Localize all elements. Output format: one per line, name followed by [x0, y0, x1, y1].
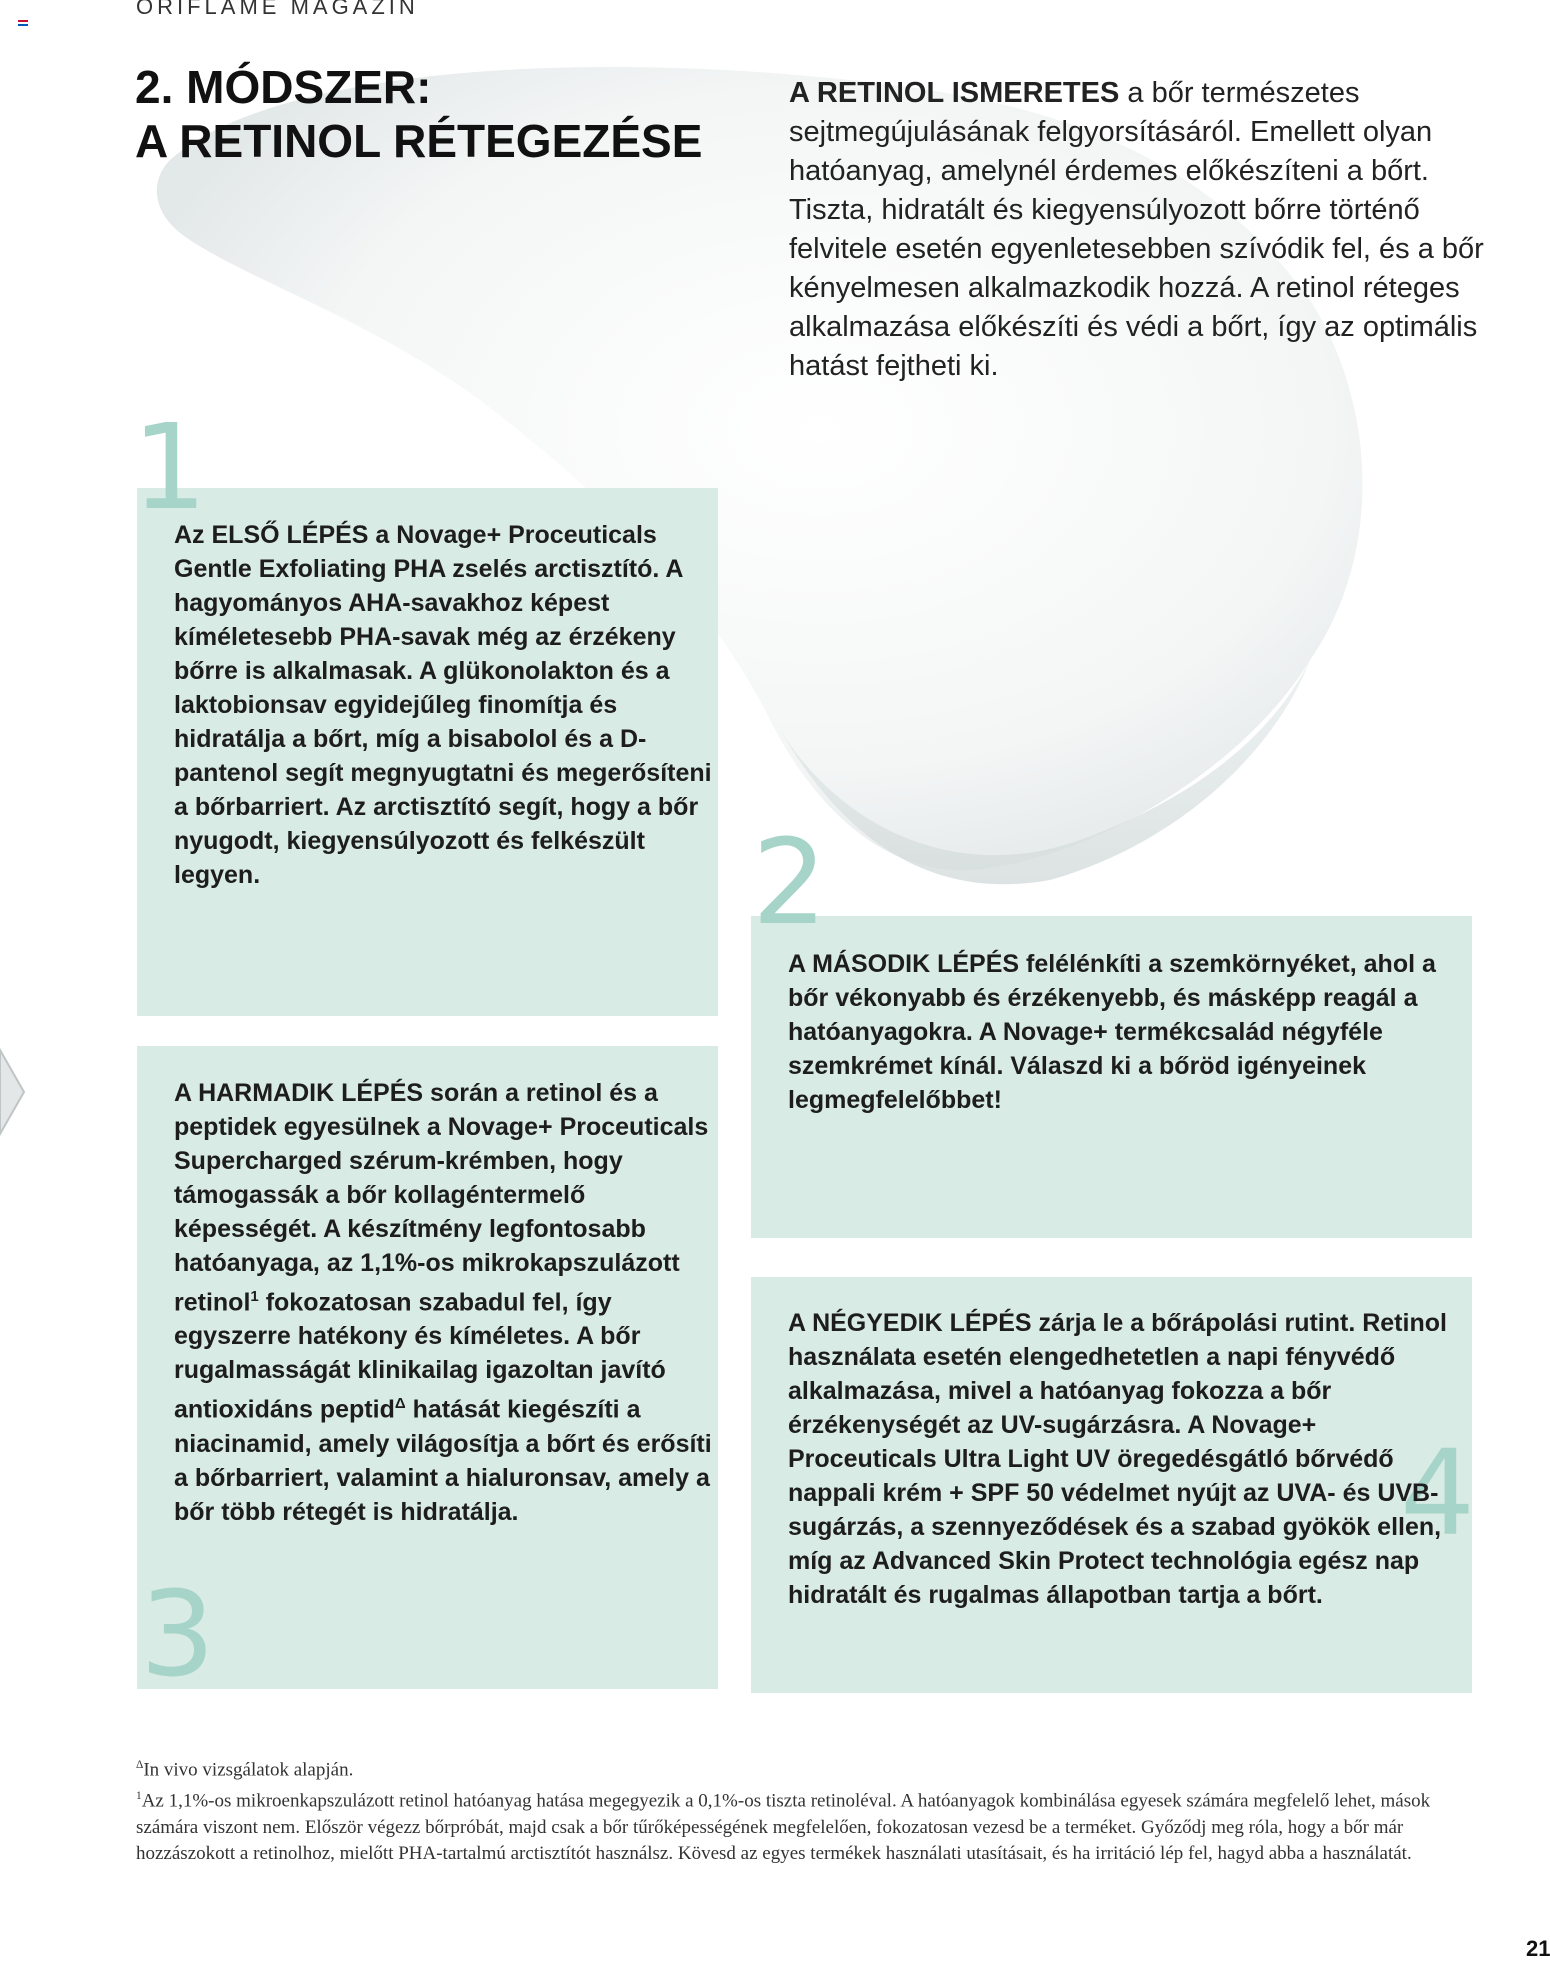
step-4-lead: A NÉGYEDIK LÉPÉS: [788, 1309, 1032, 1337]
step-3-text: [174, 1076, 714, 1529]
step-3-number: 3: [140, 1565, 216, 1703]
footnote-ref-delta: Δ: [394, 1395, 406, 1413]
intro-paragraph: [789, 74, 1489, 386]
footnote-1-mark: 1: [136, 1790, 142, 1803]
headline-line-2: A RETINOL RÉTEGEZÉSE: [135, 115, 703, 167]
step-3-body-c: hatását kiegészíti a niacinamid, amely világosítja a bőrt és erősíti a bőrbarriert, valamint a hialuronsav, amely a bőr több rétegét is hidratálja.: [174, 1395, 712, 1526]
footnote-delta: [136, 1752, 1476, 1783]
footnote-1: [136, 1783, 1476, 1866]
headline-line-1: 2. MÓDSZER:: [135, 61, 432, 113]
page-number: 21: [1526, 1936, 1550, 1961]
step-3-body-b: fokozatosan szabadul fel, így egyszerre hatékony és kíméletes. A bőr rugalmasságát klinikailag igazoltan javító antioxidáns peptid: [174, 1288, 666, 1424]
step-2-text: [788, 947, 1468, 1117]
step-1-text: [174, 518, 714, 892]
footnote-delta-mark: Δ: [136, 1759, 144, 1771]
intro-text: a bőr természetes sejtmegújulásának felgyorsításáról. Emellett olyan hatóanyag, amelynél érdemes előkészíteni a bőrt. Tiszta, hidratált és kiegyensúlyozott bőrre történő felvitele esetén egyenletesebben szívódik fel, és a bőr kényelmesen alkalmazkodik hozzá. A retinol réteges alkalmazása előkészíti és védi a bőrt, így az optimális hatást fejtheti ki.: [789, 77, 1484, 382]
step-4-text: [788, 1306, 1468, 1612]
step-1-body: a Novage+ Proceuticals Gentle Exfoliating PHA zselés arctisztító. A hagyományos AHA-savakhoz képest kíméletesebb PHA-savak még az érzékeny bőrre is alkalmasak. A glükonolakton és a laktobionsav egyidejűleg finomítja és hidratálja a bőrt, míg a bisabolol és a D-pantenol segít megnyugtatni és megerősíteni a bőrbarriert. Az arctisztító segít, hogy a bőr nyugodt, kiegyensúlyozott és felkészült legyen.: [174, 521, 712, 889]
step-1-number: 1: [132, 398, 208, 536]
footnote-delta-text: In vivo vizsgálatok alapján.: [143, 1759, 354, 1781]
step-3-lead: A HARMADIK LÉPÉS: [174, 1079, 424, 1107]
page-headline: [135, 60, 702, 168]
step-4-number: 4: [1400, 1424, 1476, 1562]
step-2-body: felélénkíti a szemkörnyéket, ahol a bőr vékonyabb és érzékenyebb, és másképp reagál a hatóanyagokra. A Novage+ termékcsalád négyféle szemkrémet kínál. Válaszd ki a bőröd igényeinek legmegfelelőbbet!: [788, 950, 1436, 1114]
magazine-title: ORIFLAME MAGAZIN: [136, 0, 419, 19]
step-2-lead: A MÁSODIK LÉPÉS: [788, 950, 1020, 978]
step-4-body: zárja le a bőrápolási rutint. Retinol használata esetén elengedhetetlen a napi fényvédő alkalmazása, mivel a hatóanyag fokozza a bőr érzékenységét az UV-sugárzásra. A Novage+ Proceuticals Ultra Light UV öregedésgátló bőrvédő nappali krém + SPF 50 védelmet nyújt az UVA- és UVB-sugárzás, a szennyeződések és a szabad gyökök ellen, míg az Advanced Skin Protect technológia egész nap hidratált és rugalmas állapotban tartja a bőrt.: [788, 1309, 1447, 1609]
flag-icon: [18, 20, 28, 26]
step-2-number: 2: [752, 813, 828, 951]
step-3-body-a: során a retinol és a peptidek egyesülnek a Novage+ Proceuticals Supercharged szérum-krémben, hogy támogassák a bőr kollagéntermelő képességét. A készítmény legfontosabb hatóanyaga, az 1,1%-os mikrokapszulázott retinol: [174, 1079, 709, 1317]
intro-lead: A RETINOL ISMERETES: [789, 77, 1120, 109]
step-1-lead: Az ELSŐ LÉPÉS: [174, 521, 369, 549]
footnote-1-text: Az 1,1%-os mikroenkapszulázott retinol hatóanyag hatása megegyezik a 0,1%-os tiszta retinoléval. A hatóanyagok kombinálása egyesek számára megfelelő lehet, mások számára viszont nem. Először végezz bőrpróbát, majd csak a bőr tűrőképességének megfelelően, fokozatosan vezesd be a terméket. Győződj meg róla, hogy a bőr már hozzászokott a retinolhoz, mielőtt PHA-tartalmú arctisztítót használsz. Kövesd az egyes termékek használati utasításait, és ha irritáció lép fel, hagyd abba a használatát.: [136, 1790, 1431, 1864]
footnote-ref-1: 1: [250, 1288, 259, 1305]
footnotes: [136, 1752, 1476, 1867]
product-tube-image: [0, 1030, 30, 1140]
